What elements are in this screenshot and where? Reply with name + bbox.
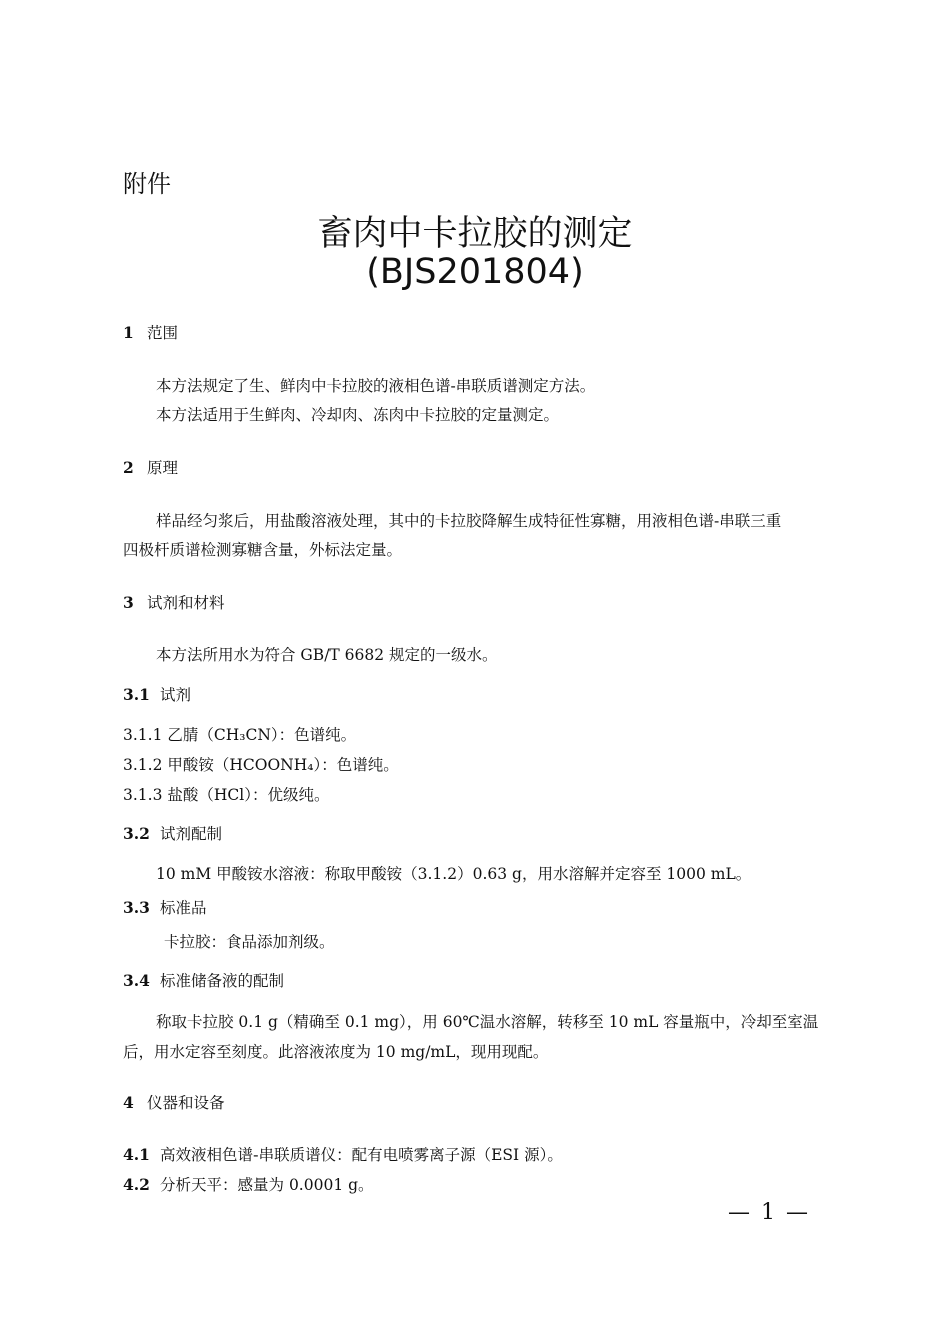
section-number: 2 <box>123 458 134 477</box>
section-1-heading <box>123 321 178 343</box>
section-title: 原理 <box>147 459 179 477</box>
paragraph: 本方法规定了生、鲜肉中卡拉胶的液相色谱-串联质谱测定方法。 <box>156 377 596 395</box>
paragraph: 四极杆质谱检测寡糖含量，外标法定量。 <box>123 541 403 559</box>
subsection-number: 4.2 <box>123 1175 150 1194</box>
paragraph: 10 mM 甲酸铵水溶液：称取甲酸铵（3.1.2）0.63 g，用水溶解并定容至 1000 mL。 <box>156 865 752 883</box>
section-2-heading <box>123 456 178 478</box>
section-title: 仪器和设备 <box>147 1094 225 1112</box>
subsection-title: 标准品 <box>160 899 207 917</box>
page-number: — 1 — <box>728 1200 810 1225</box>
document-title: 畜肉中卡拉胶的测定 <box>317 214 633 254</box>
instrument-desc: ：感量为 0.0001 g。 <box>222 1176 374 1194</box>
subsection-title: 标准储备液的配制 <box>160 972 285 990</box>
reagent-item: 3.1.1 乙腈（CH₃CN）：色谱纯。 <box>123 726 357 744</box>
subsection-number: 3.1 <box>123 685 150 704</box>
reagent-item: 3.1.2 甲酸铵（HCOONH₄）：色谱纯。 <box>123 756 399 774</box>
subsection-number: 4.1 <box>123 1145 150 1164</box>
document-code: (BJS201804) <box>366 252 584 292</box>
section-number: 1 <box>123 323 134 342</box>
section-title: 范围 <box>147 324 179 342</box>
section-4-heading <box>123 1091 225 1113</box>
subsection-number: 3.4 <box>123 971 150 990</box>
section-number: 4 <box>123 1093 134 1112</box>
subsection-number: 3.2 <box>123 824 150 843</box>
subsection-3-1-heading <box>123 683 191 705</box>
instrument-term: 分析天平 <box>160 1176 223 1194</box>
paragraph: 卡拉胶：食品添加剂级。 <box>164 933 335 951</box>
subsection-4-1 <box>123 1143 563 1165</box>
section-number: 3 <box>123 593 134 612</box>
subsection-number: 3.3 <box>123 898 150 917</box>
reagent-item: 3.1.3 盐酸（HCl）：优级纯。 <box>123 786 330 804</box>
paragraph: 后，用水定容至刻度。此溶液浓度为 10 mg/mL，现用现配。 <box>123 1043 549 1061</box>
paragraph: 样品经匀浆后，用盐酸溶液处理，其中的卡拉胶降解生成特征性寡糖，用液相色谱-串联三重 <box>156 512 782 530</box>
subsection-3-2-heading <box>123 822 222 844</box>
paragraph: 本方法所用水为符合 GB/T 6682 规定的一级水。 <box>156 646 498 664</box>
subsection-4-2 <box>123 1173 374 1195</box>
paragraph: 称取卡拉胶 0.1 g（精确至 0.1 mg），用 60℃温水溶解，转移至 10 mL 容量瓶中，冷却至室温 <box>156 1013 819 1031</box>
instrument-desc: ：配有电喷雾离子源（ESI 源）。 <box>336 1146 563 1164</box>
annex-label: 附件 <box>123 170 171 198</box>
subsection-title: 试剂 <box>160 686 192 704</box>
section-title: 试剂和材料 <box>147 594 225 612</box>
paragraph: 本方法适用于生鲜肉、冷却肉、冻肉中卡拉胶的定量测定。 <box>156 406 560 424</box>
section-3-heading <box>123 591 225 613</box>
subsection-3-3-heading <box>123 896 207 918</box>
instrument-term: 高效液相色谱-串联质谱仪 <box>160 1146 337 1164</box>
subsection-title: 试剂配制 <box>160 825 223 843</box>
subsection-3-4-heading <box>123 969 284 991</box>
